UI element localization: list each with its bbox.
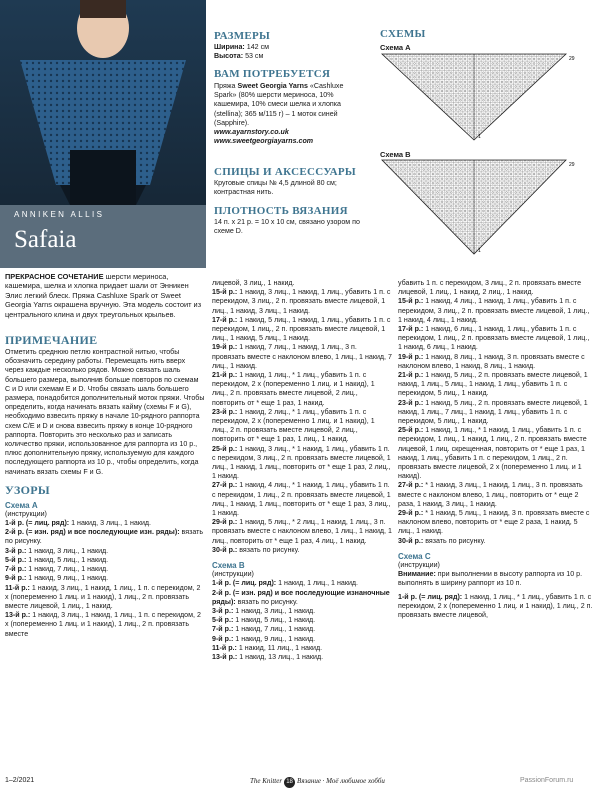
scheme-a-row-number-bottom: 1 <box>478 134 481 140</box>
row-label: 19-й р.: <box>212 343 238 352</box>
materials-heading: ВАМ ПОТРЕБУЕТСЯ <box>214 68 331 80</box>
scheme-c-instructions-note: (инструкции) <box>398 560 440 569</box>
row-text: 1 накид, 3 лиц., 1 накид, 1 лиц., 1 п. с перекидом, 2 х (попеременно 1 лиц. и 1 накид), 1 лиц., 2 п. провязать вместе лицевой, 1 лиц., 1 накид. <box>5 583 201 610</box>
instruction-row <box>212 445 392 482</box>
designer-name: ANNIKEN ALLIS <box>14 210 105 219</box>
scheme-b-instructions-note: (инструкции) <box>212 570 254 579</box>
row-text: 1 накид, 3 лиц., * 1 накид, 1 лиц., убавить 1 п. с перекидом, 3 лиц., 2 п. провязать вместе лицевой, 1 лиц., 1 накид, 1 лиц., повторить от * еще 1 раз, 2 лиц., 1 накид. <box>212 444 391 481</box>
row-label: 11-й р.: <box>212 643 237 652</box>
yarn-brand: Sweet Georgia Yarns <box>237 82 308 90</box>
instruction-row <box>398 509 593 537</box>
row-label: 27-й р.: <box>212 481 238 490</box>
instruction-row <box>212 616 392 625</box>
row-text: 1 накид, 3 лиц., 1 накид. <box>26 546 109 555</box>
needles-text: Круговые спицы № 4,5 длиной 80 см; контрастная нить. <box>214 179 337 197</box>
row-text: 1 накид, 7 лиц., 1 накид. <box>26 565 109 574</box>
row-label: 27-й р.: <box>398 481 424 490</box>
scheme-b-row-number-bottom: 1 <box>478 248 481 254</box>
note-heading: ПРИМЕЧАНИЕ <box>5 333 98 348</box>
row-label: 9-й р.: <box>212 634 234 643</box>
row-label: 23-й р.: <box>212 407 238 416</box>
instruction-row <box>212 635 392 644</box>
row-label: 13-й р.: <box>212 652 238 661</box>
scheme-a-rows-continued <box>212 279 392 555</box>
instruction-row <box>398 371 593 399</box>
instruction-row <box>398 353 593 371</box>
row-label: 30-й р.: <box>212 545 238 554</box>
row-label: 13-й р.: <box>5 611 31 620</box>
row-text: вязать по рисунку. <box>423 536 486 545</box>
row-label: 15-й р.: <box>212 288 238 297</box>
scheme-b-subheading: Схема B <box>212 561 245 571</box>
row-label: 3-й р.: <box>5 546 27 555</box>
column-2 <box>212 279 392 662</box>
note-text: Отметить среднюю петлю контрастной нитью, чтобы обозначить середину работы. Перемещать нить вверх через каждые несколько рядов. Можно связать шаль большего размера, выполнив больше повторов по схемам C и D или схемам E и D. Чтобы связать шаль большего размера, понадобится дополнительный моток пряжи. Чтобы определить, когда начинать вязать кайму (схемы F и G), необходимо взвесить пряжу в начале 10-рядного раппорта схем C/E и D и снова взвесить пряжу в конце 10-рядного раппорта. Повторить это несколько раз и записать количество пряжи, использованное для раппорта из 10 р., плюс дополнительную пряжу, используемую для каждого последующего раппорта из 10 р., чтобы определить, когда начинать вязать схемы F и G. <box>5 348 205 476</box>
row-text: 1 накид, 7 лиц., 1 накид. <box>233 625 316 634</box>
scheme-a-row-number: 29 <box>569 56 575 62</box>
row-text: * 1 накид, 5 лиц., 1 накид, 3 п. провязать вместе с наклоном влево, повторить от * еще 2 раза, 1 накид, 5 лиц., 1 накид. <box>398 509 590 536</box>
row-label: 21-й р.: <box>212 371 238 380</box>
row-label: 29-й р.: <box>398 509 424 518</box>
row-text: 1 накид, 1 лиц., * 1 накид, 1 лиц., убавить 1 п. с перекидом, 1 лиц., 1 накид, 1 лиц., 2 п. провязать вместе лицевой, 1 лиц. скрещенная, повторить от * еще 1 раз, 1 накид, 1 лиц., убавить 1 п. с перекидом, 1 лиц., 2 п. провязать вместе лицевой, 2 х (попеременно 1 лиц. и 1 накид). <box>398 426 587 481</box>
row-text: 1 накид, 4 лиц., * 1 накид, 1 лиц., убавить 1 п. с перекидом, 1 лиц., 2 п. провязать вместе лицевой, 1 лиц., 1 накид, 1 лиц., повторить от * еще 1 раз, 3 лиц., 1 накид. <box>212 481 391 518</box>
column-3 <box>398 279 593 620</box>
instruction-row <box>398 325 593 353</box>
instruction-row <box>398 297 593 325</box>
row-text: 1 накид, 3 лиц., 1 накид. <box>69 519 152 528</box>
row-text: 1 накид, 6 лиц., 1 накид, 1 лиц., убавить 1 п. с перекидом, 1 лиц., 2 п. провязать вместе лицевой, 1 лиц., 1 накид, 6 лиц., 1 накид. <box>398 325 590 352</box>
url-sweetgeorgia[interactable]: www.sweetgeorgiayarns.com <box>214 137 314 146</box>
instruction-row <box>5 528 205 546</box>
height-label: Высота: <box>214 52 244 61</box>
instruction-row <box>398 279 593 297</box>
row-text: 1 накид, 9 лиц., 1 накид. <box>233 634 316 643</box>
instruction-row <box>212 607 392 616</box>
row-label: 25-й р.: <box>212 444 238 453</box>
scheme-c-rows <box>398 593 593 621</box>
row-text: 1 накид, 1 лиц., * 1 лиц., убавить 1 п. с перекидом, 2 х (попеременно 1 лиц. и 1 накид), 1 лиц., 2 п. провязать вместе лицевой, <box>398 592 593 619</box>
row-text: * 1 накид, 3 лиц., 1 накид, 1 лиц., 3 п. провязать вместе с наклоном влево, 1 лиц., повторить от * еще 2 раза, 1 накид, 3 лиц., 1 накид. <box>398 481 583 508</box>
row-text: 1 накид, 1 лиц., * 1 лиц., убавить 1 п. с перекидом, 2 х (попеременно 1 лиц. и 1 накид), 1 лиц., 2 п. провязать вместе лицевой, 2 лиц., повторить от * еще 1 раз, 1 накид. <box>212 371 375 407</box>
row-label: 23-й р.: <box>398 398 424 407</box>
row-text: 1 накид, 3 лиц., 1 накид, 1 лиц., убавить 1 п. с перекидом, 3 лиц., 2 п. провязать вместе лицевой, 1 лиц., 1 накид, 3 лиц., 1 накид. <box>212 288 391 315</box>
scheme-a-subheading: Схема A <box>5 500 38 510</box>
width-value: 142 см <box>246 43 269 51</box>
row-text: вязать по рисунку. <box>235 597 298 606</box>
instruction-row <box>212 653 392 662</box>
footer-magazine <box>250 777 385 788</box>
instruction-row <box>5 547 205 556</box>
row-text: 1 накид, 9 лиц., 1 накид. <box>26 574 109 583</box>
row-text: 1 накид, 1 лиц., 1 накид. <box>276 579 359 588</box>
instruction-row <box>398 399 593 427</box>
instruction-row <box>212 518 392 546</box>
scheme-a-instructions-note: (инструкции) <box>5 509 47 518</box>
attention-label: Внимание: <box>398 570 436 579</box>
intro-lead: ПРЕКРАСНОЕ СОЧЕТАНИЕ <box>5 272 104 281</box>
magazine-name: The Knitter <box>250 777 283 785</box>
needles-heading: СПИЦЫ И АКСЕССУАРЫ <box>214 166 356 178</box>
materials-details: «Cashluxe Spark» (80% шерсти мериноса, 10% кашемира, 10% смеси шелка и хлопка (stellina); 365 м/115 г) – 1 моток синей (Sapphire). <box>214 82 344 127</box>
height-value: 53 см <box>245 52 264 61</box>
row-text: 1 накид, 5 лиц., 2 п. провязать вместе лицевой, 1 накид, 1 лиц., 7 лиц., 1 накид, 1 лиц., убавить 1 п. с перекидом, 5 лиц., 1 накид. <box>398 398 588 426</box>
scheme-c-attention <box>398 570 593 588</box>
row-text: 1 накид, 3 лиц., 1 накид, 1 лиц., 1 п. с перекидом, 2 х (попеременно 1 лиц. и 1 накид), 1 лиц., 2 п. провязать вместе <box>5 611 201 638</box>
row-text: 1 накид, 7 лиц., 1 накид, 1 лиц., 3 п. провязать вместе с наклоном влево, 1 лиц., 1 накид, 7 лиц., 1 накид. <box>212 343 392 370</box>
row-label: 2-й р. (= изн. ряд) и все последующие изнаночные ряды): <box>212 588 390 606</box>
instruction-row <box>212 579 392 588</box>
scheme-b-chart <box>380 158 580 258</box>
attention-text: при выполнении в высоту раппорта из 10 р. выполнять в ширину раппорт из 10 п. <box>398 570 583 588</box>
magazine-tagline: Вязание · Моё любимое хобби <box>297 777 385 785</box>
row-label: 15-й р.: <box>398 297 424 306</box>
instruction-row <box>212 589 392 607</box>
issue-number: 1–2/2021 <box>5 777 35 784</box>
instruction-row <box>212 343 392 371</box>
row-text: 1 накид, 5 лиц., 1 накид. <box>26 555 109 564</box>
instruction-row <box>398 426 593 481</box>
row-label: 1-й р. (= лиц. ряд): <box>212 579 277 588</box>
gauge-heading: ПЛОТНОСТЬ ВЯЗАНИЯ <box>214 205 348 217</box>
instruction-row <box>398 537 593 546</box>
patterns-heading: УЗОРЫ <box>5 482 50 497</box>
gauge-text: 14 п. x 21 р. = 10 x 10 см, связано узором по схеме D. <box>214 218 360 236</box>
row-label: 21-й р.: <box>398 371 424 380</box>
row-label: 7-й р.: <box>212 625 234 634</box>
row-text: 1 накид, 5 лиц., 1 накид. <box>233 616 316 625</box>
row-label: 17-й р.: <box>398 325 424 334</box>
row-text: 1 накид, 5 лиц., 2 п. провязать вместе лицевой, 1 накид, 1 лиц., 5 лиц., 1 накид, 1 лиц., убавить 1 п. с перекидом, 5 лиц., 1 накид. <box>398 371 588 398</box>
row-text: 1 накид, 5 лиц., * 2 лиц., 1 накид, 1 лиц., 3 п. провязать вместе с наклоном влево, 1 лиц., 1 накид, 1 лиц., повторить от * еще 1 раз, 4 лиц., 1 накид. <box>212 518 392 545</box>
instruction-row <box>5 556 205 565</box>
column-1 <box>5 272 205 639</box>
instruction-row <box>5 519 205 528</box>
row-label: 25-й р.: <box>398 426 424 435</box>
row-text: убавить 1 п. с перекидом, 3 лиц., 2 п. провязать вместе лицевой, 1 лиц., 1 накид, 2 лиц., 1 накид. <box>398 279 582 297</box>
row-label: 7-й р.: <box>5 565 27 574</box>
instruction-row <box>5 574 205 583</box>
watermark: PassionForum.ru <box>520 777 574 784</box>
scheme-a-rows <box>5 519 205 639</box>
instruction-row <box>212 546 392 555</box>
instruction-row <box>212 316 392 344</box>
instruction-row <box>212 625 392 634</box>
scheme-b-row-number: 29 <box>569 162 575 168</box>
row-text: 1 накид, 13 лиц., 1 накид. <box>237 652 324 661</box>
row-label: 5-й р.: <box>212 616 234 625</box>
row-label: 1-й р. (= лиц. ряд): <box>398 592 463 601</box>
sizes-block <box>214 43 359 61</box>
materials-block <box>214 82 362 146</box>
row-label: 29-й р.: <box>212 518 238 527</box>
instruction-row <box>212 279 392 288</box>
row-text: лицевой, 3 лиц., 1 накид. <box>212 279 295 287</box>
row-text: 1 накид, 8 лиц., 1 накид, 3 п. провязать вместе с наклоном влево, 1 накид, 8 лиц., 1 накид. <box>398 352 585 370</box>
row-label: 30-й р.: <box>398 536 424 545</box>
row-label: 19-й р.: <box>398 352 424 361</box>
materials-text: Пряжа <box>214 82 238 90</box>
scheme-c-subheading: Схема C <box>398 551 431 561</box>
width-label: Ширина: <box>214 43 245 51</box>
intro-paragraph <box>5 272 205 319</box>
instruction-row <box>398 481 593 509</box>
row-label: 2-й р. (= изн. ряд) и все последующие изн. ряды): <box>5 528 180 537</box>
instruction-row <box>398 593 593 621</box>
row-label: 9-й р.: <box>5 574 27 583</box>
row-label: 3-й р.: <box>212 606 234 615</box>
row-label: 1-й р. (= лиц. ряд): <box>5 519 70 528</box>
row-text: вязать по рисунку. <box>5 528 204 546</box>
row-text: 1 накид, 3 лиц., 1 накид. <box>233 606 316 615</box>
instruction-row <box>212 644 392 653</box>
row-text: 1 накид, 5 лиц., 1 накид, 1 лиц., убавить 1 п. с перекидом, 1 лиц., 2 п. провязать вместе лицевой, 1 лиц., 1 накид, 5 лиц., 1 накид. <box>212 315 391 343</box>
instruction-row <box>5 611 205 639</box>
instruction-row <box>5 565 205 574</box>
row-text: 1 накид, 11 лиц., 1 накид. <box>236 643 323 652</box>
row-text: вязать по рисунку. <box>237 545 300 554</box>
instruction-row <box>212 288 392 316</box>
pattern-title: Safaia <box>14 226 77 253</box>
scheme-a-label: Схема A <box>380 43 411 52</box>
sizes-heading: РАЗМЕРЫ <box>214 30 271 42</box>
page-number: 18 <box>284 777 295 788</box>
intro-text: шерсти мериноса, кашемира, шелка и хлопка придает шали от Энникен Элис легкий блеск. Пряжа Cashluxe Spark от Sweet Georgia Yarns окрашена вручную. Эта модель состоит из центрального клина и двух треугольных крыльев. <box>5 272 202 319</box>
scheme-a-chart <box>380 52 580 142</box>
instruction-row <box>5 584 205 612</box>
row-label: 5-й р.: <box>5 555 27 564</box>
scheme-b-label: Схема B <box>380 150 411 159</box>
instruction-row <box>212 408 392 445</box>
url-ayarnstory[interactable]: www.ayarnstory.co.uk <box>214 128 289 137</box>
scheme-b-rows-continued <box>398 279 593 546</box>
instruction-row <box>212 481 392 518</box>
row-text: 1 накид, 2 лиц., * 1 лиц., убавить 1 п. с перекидом, 2 х (попеременно 1 лиц. и 1 накид), 1 лиц., 2 п. провязать вместе лицевой, 2 лиц., повторить от * еще 1 раз, 1 лиц., 1 накид. <box>212 407 375 444</box>
instruction-row <box>212 371 392 408</box>
scheme-b-rows <box>212 579 392 662</box>
row-text: 1 накид, 4 лиц., 1 накид, 1 лиц., убавить 1 п. с перекидом, 3 лиц., 2 п. провязать вместе лицевой, 1 лиц., 1 накид, 4 лиц., 1 накид. <box>398 297 590 324</box>
row-label: 17-й р.: <box>212 315 238 324</box>
row-label: 11-й р.: <box>5 583 30 592</box>
schemes-heading: СХЕМЫ <box>380 28 426 40</box>
